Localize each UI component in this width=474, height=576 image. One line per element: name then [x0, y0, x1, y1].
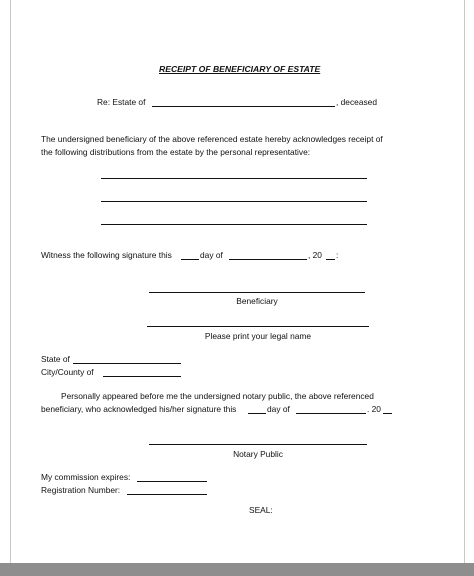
state-blank [73, 363, 181, 364]
city-county-blank [103, 376, 181, 377]
appeared-year-label: . 20 [367, 404, 381, 414]
notary-signature-line [149, 444, 367, 445]
document-page [10, 0, 465, 576]
re-estate-label: Re: Estate of [97, 97, 146, 107]
commission-expires-blank [137, 481, 207, 482]
distribution-line-1 [101, 178, 367, 179]
print-name-label: Please print your legal name [204, 331, 312, 341]
witness-colon: : [336, 250, 339, 260]
appeared-day-blank [248, 413, 266, 414]
page-bottom-strip [0, 563, 474, 576]
registration-number-blank [127, 494, 207, 495]
appeared-year-blank [383, 413, 392, 414]
witness-day-of: day of [200, 250, 223, 260]
witness-month-blank [229, 259, 307, 260]
document-title: RECEIPT OF BENEFICIARY OF ESTATE [159, 64, 321, 74]
beneficiary-label: Beneficiary [236, 296, 278, 306]
printed-name-line [147, 326, 369, 327]
receipt-paragraph-line-1: The undersigned beneficiary of the above referenced estate hereby acknowledges receipt of [41, 134, 383, 144]
distribution-line-2 [101, 201, 367, 202]
city-county-label: City/County of [41, 367, 94, 377]
appeared-day-of: day of [267, 404, 290, 414]
witness-year-blank [326, 259, 335, 260]
commission-expires-label: My commission expires: [41, 472, 131, 482]
appeared-month-blank [296, 413, 366, 414]
witness-text: Witness the following signature this [41, 250, 172, 260]
notary-public-label: Notary Public [233, 449, 283, 459]
receipt-paragraph-line-2: the following distributions from the estate by the personal representative: [41, 147, 311, 157]
appeared-line-2: beneficiary, who acknowledged his/her signature this [41, 404, 237, 414]
state-label: State of [41, 354, 70, 364]
seal-label: SEAL: [249, 505, 273, 515]
deceased-label: , deceased [336, 97, 377, 107]
registration-number-label: Registration Number: [41, 485, 121, 495]
witness-day-blank [181, 259, 199, 260]
beneficiary-signature-line [149, 292, 365, 293]
appeared-line-1: Personally appeared before me the undersigned notary public, the above referenced [61, 391, 374, 401]
witness-year-label: , 20 [308, 250, 322, 260]
distribution-line-3 [101, 224, 367, 225]
estate-name-blank [152, 106, 335, 107]
